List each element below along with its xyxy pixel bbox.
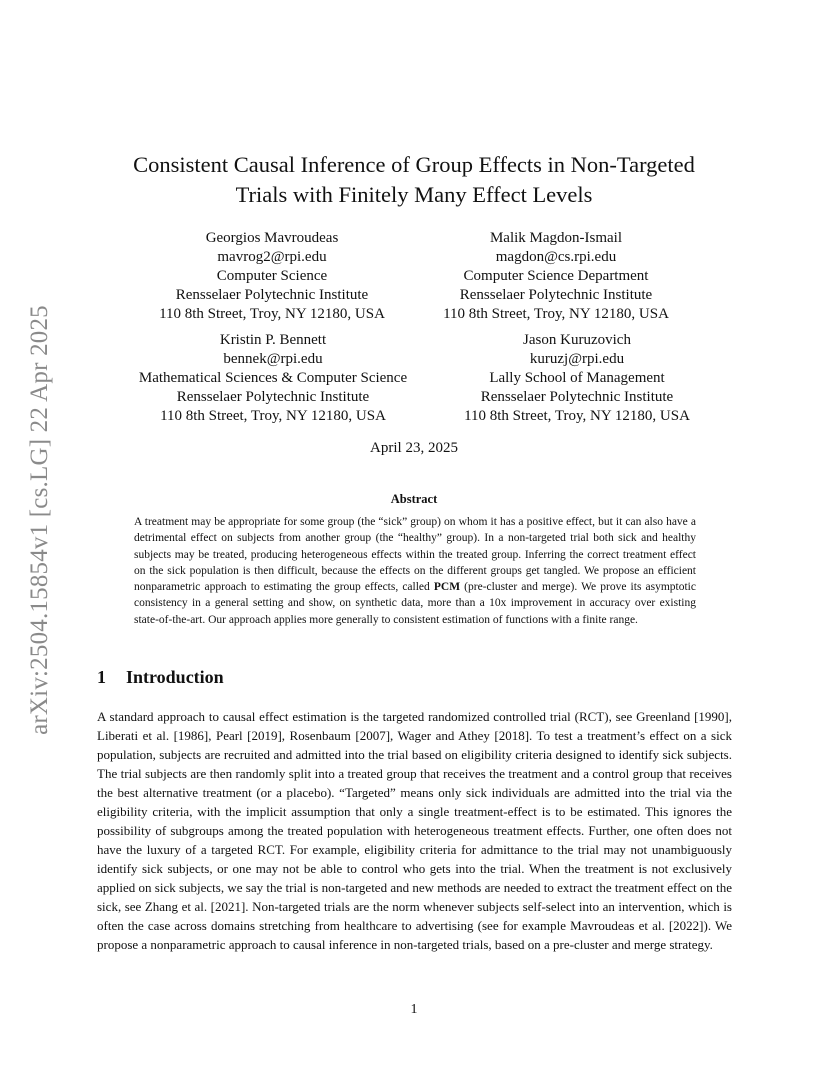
author-email: magdon@cs.rpi.edu <box>495 249 617 265</box>
author-address: 110 8th Street, Troy, NY 12180, USA <box>443 306 669 322</box>
author-institution: Rensselaer Polytechnic Institute <box>459 287 653 303</box>
abstract-text-part-2: (pre-cluster and merge). We prove its asymptotic consistency in a general setting and show, on synthetic data, more than a 10x improvement in accuracy over existing state-of-the-art. Our approach applies more generally to consistent estimation of functions with a finite range. <box>134 581 696 626</box>
abstract-text-part-1: A treatment may be appropriate for some group (the “sick” group) on whom it has a positive effect, but it can also have a detrimental effect on subjects from another group (the “healthy” group). In a non-targeted trial both sick and healthy subjects may be treated, producing heterogeneous effects within the treated group. Inferring the correct treatment effect on the sick population is then difficult, because the effects on the different groups get tangled. We propose an efficient nonparametric approach to estimating the group effects, called <box>134 516 696 594</box>
author-address: 110 8th Street, Troy, NY 12180, USA <box>464 408 690 424</box>
abstract-method-name: PCM <box>433 581 461 594</box>
author-department: Computer Science Department <box>463 268 649 284</box>
section-number: 1 <box>97 667 106 687</box>
author-block-1 <box>122 229 422 324</box>
introduction-paragraph: A standard approach to causal effect estimation is the targeted randomized controlled trial (RCT), see Greenland [1990], Liberati et al. [1986], Pearl [2019], Rosenbaum [2007], Wager and Athey [2018]. To test a treatment’s effect on a sick population, subjects are recruited and admitted into the trial based on eligibility criteria designed to identify sick subjects. The trial subjects are then randomly split into a treated group that receives the treatment and a control group that receives the best alternative treatment (or a placebo). “Targeted” means only sick individuals are admitted into the trial via the eligibility criteria, with the implicit assumption that only a single treatment-effect is to be estimated. This ignores the possibility of subgroups among the treated population with heterogeneous treatment effects. Further, one often does not have the luxury of a targeted RCT. For example, eligibility criteria for admittance to the trial may not unambiguously identify sick subjects, or one may not be able to control who gets into the trial. When the treatment is not exclusively applied on sick subjects, we say the trial is non-targeted and new methods are needed to extract the treatment effect on the sick, see Zhang et al. [2021]. Non-targeted trials are the norm whenever subjects self-select into an intervention, which is often the case across domains stretching from healthcare to advertising (see for example Mavroudeas et al. [2022]). We propose a nonparametric approach to causal inference in non-targeted trials, based on a pre-cluster and merge strategy. <box>97 709 732 952</box>
author-institution: Rensselaer Polytechnic Institute <box>175 287 369 303</box>
author-department: Lally School of Management <box>489 370 665 386</box>
author-email: kuruzj@rpi.edu <box>529 351 625 367</box>
author-institution: Rensselaer Polytechnic Institute <box>176 389 370 405</box>
abstract-text <box>134 514 696 628</box>
author-block-4 <box>427 331 727 426</box>
page-number: 1 <box>410 1002 418 1017</box>
author-institution: Rensselaer Polytechnic Institute <box>480 389 674 405</box>
arxiv-identifier-text: arXiv:2504.15854v1 [cs.LG] 22 Apr 2025 <box>26 305 53 735</box>
author-block-3 <box>113 331 433 426</box>
author-address: 110 8th Street, Troy, NY 12180, USA <box>160 408 386 424</box>
paper-title <box>80 150 748 210</box>
author-email: mavrog2@rpi.edu <box>217 249 327 265</box>
section-title: Introduction <box>126 667 224 687</box>
author-name: Malik Magdon-Ismail <box>489 230 623 246</box>
arxiv-identifier-stamp <box>20 285 60 755</box>
author-block-2 <box>406 229 706 324</box>
paper-title-line-1: Consistent Causal Inference of Group Effects in Non-Targeted <box>133 152 695 177</box>
paper-date: April 23, 2025 <box>370 440 458 456</box>
author-name: Kristin P. Bennett <box>219 332 327 348</box>
author-address: 110 8th Street, Troy, NY 12180, USA <box>159 306 385 322</box>
author-department: Mathematical Sciences & Computer Science <box>138 370 408 386</box>
author-email: bennek@rpi.edu <box>223 351 323 367</box>
paper-title-line-2: Trials with Finitely Many Effect Levels <box>235 182 593 207</box>
section-heading-introduction <box>97 667 224 688</box>
author-name: Georgios Mavroudeas <box>205 230 339 246</box>
author-department: Computer Science <box>216 268 328 284</box>
author-name: Jason Kuruzovich <box>523 332 631 348</box>
abstract-heading: Abstract <box>390 492 438 506</box>
